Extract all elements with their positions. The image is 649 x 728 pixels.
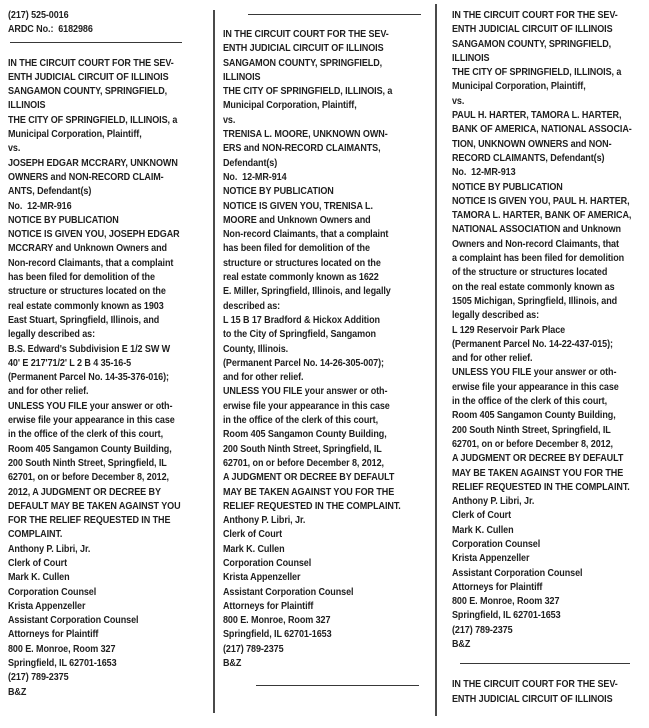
notice-line: Corporation Counsel [452,537,541,550]
notice-line: County, Illinois. [223,342,289,355]
notice-line: Anthony P. Libri, Jr. [8,542,91,555]
notice-line: erwise file your appearance in this case [8,414,175,427]
notice-line: E. Miller, Springfield, Illinois, and legally [223,285,391,298]
notice-line: OWNERS and NON-RECORD CLAIM- [8,170,164,183]
notice-line: and for other relief. [223,371,304,384]
notice-line: L 15 B 17 Bradford & Hickox Addition [223,313,380,326]
notice-line: and for other relief. [452,352,533,365]
notice-line: RECORD CLAIMANTS, Defendant(s) [452,151,605,164]
notice-line: 2012, A JUDGMENT OR DECREE BY [8,485,161,498]
notice-line: 800 E. Monroe, Room 327 [8,642,116,655]
notice-line: erwise file your appearance in this case [223,399,390,412]
notice-line: of the structure or structures located [452,266,608,279]
notice-line: B&Z [8,685,27,698]
notice-line: NOTICE BY PUBLICATION [452,180,563,193]
notice-line: in the office of the clerk of this court, [452,395,608,408]
notice-line: No. 12-MR-916 [8,199,72,212]
notice-line: (Permanent Parcel No. 14-35-376-016); [8,371,169,384]
notice-line: (217) 789-2375 [223,642,284,655]
notice-line: in the office of the clerk of this court, [223,414,379,427]
notice-line: 200 South Ninth Street, Springfield, IL [223,442,382,455]
notice-line: Room 405 Sangamon County Building, [223,428,387,441]
notice-line: Krista Appenzeller [8,599,86,612]
notice-line: COMPLAINT. [8,528,63,541]
notice-line: Assistant Corporation Counsel [223,585,354,598]
notice-line: NOTICE IS GIVEN YOU, PAUL H. HARTER, [452,194,630,207]
notice-line: Defendant(s) [223,156,278,169]
notice-line: and for other relief. [8,385,89,398]
notice-line: legally described as: [452,309,540,322]
notice-case-12-MR-916 [8,56,208,699]
notice-line: 800 E. Monroe, Room 327 [452,595,560,608]
legal-notice-column-right [452,8,643,706]
notice-line: THE CITY OF SPRINGFIELD, ILLINOIS, a [223,85,393,98]
notice-line: Assistant Corporation Counsel [452,566,583,579]
notice-line: structure or structures located on the [223,256,381,269]
notice-line: SANGAMON COUNTY, SPRINGFIELD, [223,56,383,69]
notice-line: Anthony P. Libri, Jr. [223,514,306,527]
notice-line: 800 E. Monroe, Room 327 [223,614,331,627]
notice-line: Municipal Corporation, Plaintiff, [452,80,586,93]
notice-line: SANGAMON COUNTY, SPRINGFIELD, [452,37,612,50]
notice-line: Clerk of Court [223,528,283,541]
notice-line: on the real estate commonly known as [452,280,615,293]
notice-line: (Permanent Parcel No. 14-22-437-015); [452,337,613,350]
notice-line: ENTH JUDICIAL CIRCUIT OF ILLINOIS [452,692,613,705]
notice-line: ERS and NON-RECORD CLAIMANTS, [223,142,381,155]
notice-line: NOTICE IS GIVEN YOU, JOSEPH EDGAR [8,228,180,241]
notice-line: 62701, on or before December 8, 2012, [8,471,169,484]
notice-line: MAY BE TAKEN AGAINST YOU FOR THE [223,485,395,498]
notice-line: MAY BE TAKEN AGAINST YOU FOR THE [452,466,624,479]
notice-line: NOTICE BY PUBLICATION [223,185,334,198]
notice-line: NOTICE IS GIVEN YOU, TRENISA L. [223,199,373,212]
notice-line: DEFAULT MAY BE TAKEN AGAINST YOU [8,499,181,512]
notice-line: Non-record Claimants, that a complaint [8,256,174,269]
notice-line: vs. [8,142,21,155]
notice-line: in the office of the clerk of this court, [8,428,164,441]
notice-line: No. 12-MR-914 [223,170,287,183]
notice-line: has been filed for demolition of the [8,271,155,284]
notice-separator-rule [460,663,630,664]
notice-line: (Permanent Parcel No. 14-26-305-007); [223,356,384,369]
notice-line: RELIEF REQUESTED IN THE COMPLAINT. [452,480,630,493]
notice-line: erwise file your appearance in this case [452,380,619,393]
notice-line: real estate commonly known as 1903 [8,299,164,312]
notice-line: described as: [223,299,281,312]
notice-line: JOSEPH EDGAR MCCRARY, UNKNOWN [8,156,178,169]
notice-line: Mark K. Cullen [8,571,70,584]
notice-line: NOTICE BY PUBLICATION [8,213,119,226]
notice-line: Springfield, IL 62701-1653 [8,657,117,670]
notice-line: Attorneys for Plaintiff [452,580,543,593]
notice-line: MOORE and Unknown Owners and [223,213,371,226]
notice-line: Clerk of Court [8,556,68,569]
notice-line: RELIEF REQUESTED IN THE COMPLAINT. [223,499,401,512]
notice-line: Krista Appenzeller [452,552,530,565]
notice-line: Clerk of Court [452,509,512,522]
notice-line: Corporation Counsel [223,556,312,569]
notice-line: B&Z [223,657,242,670]
notice-line: TAMORA L. HARTER, BANK OF AMERICA, [452,209,632,222]
notice-case-12-MR-914 [223,27,423,670]
notice-line: 1505 Michigan, Springfield, Illinois, and [452,294,618,307]
notice-line: East Stuart, Springfield, Illinois, and [8,313,160,326]
notice-line: SANGAMON COUNTY, SPRINGFIELD, [8,85,168,98]
notice-line: has been filed for demolition of the [223,242,370,255]
column-divider [435,4,437,716]
notice-line: NATIONAL ASSOCIATION and Unknown [452,223,621,236]
next-notice-start [452,677,643,706]
notice-line: Krista Appenzeller [223,571,301,584]
notice-line: 62701, on or before December 8, 2012, [223,456,384,469]
notice-line: 200 South Ninth Street, Springfield, IL [452,423,611,436]
notice-line: Springfield, IL 62701-1653 [452,609,561,622]
attorney-contact-header [8,8,208,37]
notice-line: a complaint has been filed for demolition [452,252,625,265]
notice-line: Mark K. Cullen [452,523,514,536]
notice-line: ENTH JUDICIAL CIRCUIT OF ILLINOIS [452,23,613,36]
notice-line: ENTH JUDICIAL CIRCUIT OF ILLINOIS [223,42,384,55]
notice-line: to the City of Springfield, Sangamon [223,328,376,341]
notice-line: real estate commonly known as 1622 [223,271,379,284]
notice-line: Room 405 Sangamon County Building, [452,409,616,422]
notice-line: B&Z [452,638,471,651]
notice-line: ILLINOIS [223,70,261,83]
notice-line: Room 405 Sangamon County Building, [8,442,172,455]
notice-line: 40' E 217'71/2' L 2 B 4 35-16-5 [8,356,132,369]
notice-line: A JUDGMENT OR DECREE BY DEFAULT [452,452,624,465]
notice-line: UNLESS YOU FILE your answer or oth- [452,366,617,379]
notice-case-12-MR-913 [452,8,643,651]
notice-line: Municipal Corporation, Plaintiff, [223,99,357,112]
notice-line: Non-record Claimants, that a complaint [223,228,389,241]
notice-line: L 129 Reservoir Park Place [452,323,566,336]
notice-line: BANK OF AMERICA, NATIONAL ASSOCIA- [452,123,632,136]
notice-line: THE CITY OF SPRINGFIELD, ILLINOIS, a [452,66,622,79]
notice-line: ILLINOIS [8,99,46,112]
notice-line: UNLESS YOU FILE your answer or oth- [223,385,388,398]
notice-line: IN THE CIRCUIT COURT FOR THE SEV- [8,56,174,69]
notice-line: TRENISA L. MOORE, UNKNOWN OWN- [223,128,388,141]
notice-line: Mark K. Cullen [223,542,285,555]
notice-line: ANTS, Defendant(s) [8,185,92,198]
notice-line: (217) 789-2375 [8,671,69,684]
column-divider [213,10,215,713]
notice-line: PAUL H. HARTER, TAMORA L. HARTER, [452,109,622,122]
notice-line: UNLESS YOU FILE your answer or oth- [8,399,173,412]
notice-line: No. 12-MR-913 [452,166,516,179]
notice-line: structure or structures located on the [8,285,166,298]
notice-line: Municipal Corporation, Plaintiff, [8,128,142,141]
notice-line: (217) 789-2375 [452,623,513,636]
notice-line: ILLINOIS [452,51,490,64]
notice-line: legally described as: [8,328,96,341]
notice-line: Attorneys for Plaintiff [223,599,314,612]
notice-line: Anthony P. Libri, Jr. [452,495,535,508]
notice-line: vs. [452,94,465,107]
notice-line: IN THE CIRCUIT COURT FOR THE SEV- [223,28,389,40]
notice-line: Assistant Corporation Counsel [8,614,139,627]
notice-line: A JUDGMENT OR DECREE BY DEFAULT [223,471,395,484]
notice-line: ENTH JUDICIAL CIRCUIT OF ILLINOIS [8,70,169,83]
notice-line: TION, UNKNOWN OWNERS and NON- [452,137,612,150]
notice-line: Attorneys for Plaintiff [8,628,99,641]
notice-line: Owners and Non-record Claimants, that [452,237,619,250]
notice-line: 62701, on or before December 8, 2012, [452,437,613,450]
notice-line: (217) 525-0016 [8,9,69,21]
notice-line: Corporation Counsel [8,585,97,598]
notice-line: Springfield, IL 62701-1653 [223,628,332,641]
notice-line: FOR THE RELIEF REQUESTED IN THE [8,514,171,527]
notice-line: IN THE CIRCUIT COURT FOR THE SEV- [452,678,618,691]
notice-separator-rule [248,14,421,15]
notice-line: 200 South Ninth Street, Springfield, IL [8,456,167,469]
notice-line: IN THE CIRCUIT COURT FOR THE SEV- [452,9,618,21]
notice-line: ARDC No.: 6182986 [8,23,93,36]
notice-line: vs. [223,113,236,126]
legal-notice-column-middle [223,8,423,686]
legal-notice-column-left [8,8,208,699]
notice-line: MCCRARY and Unknown Owners and [8,242,167,255]
notice-separator-rule [10,42,182,43]
notice-line: THE CITY OF SPRINGFIELD, ILLINOIS, a [8,113,178,126]
notice-line: B.S. Edward's Subdivision E 1/2 SW W [8,342,171,355]
notice-separator-rule [256,685,419,686]
